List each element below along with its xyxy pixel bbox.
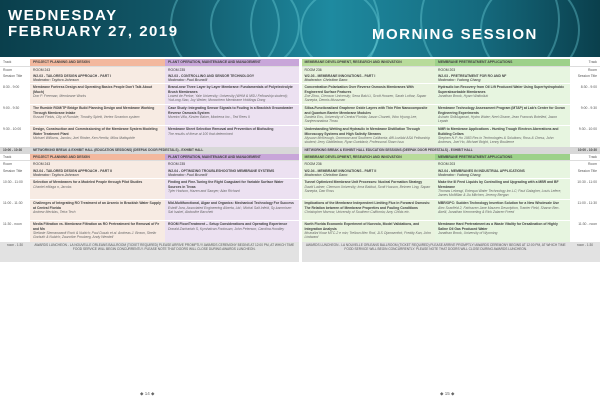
presentation-cell xyxy=(300,84,435,105)
row-label: Track xyxy=(3,60,12,64)
tracks-cell: PLANT OPERATION, MAINTENANCE AND MANAGEMENT xyxy=(165,154,300,161)
rooms-cell: ROOM 203 xyxy=(435,66,570,73)
time-slot-row xyxy=(0,179,600,200)
time-label: 9:00 - 9:30 xyxy=(3,105,20,110)
moderator: Moderator: Taylora Johnson xyxy=(33,78,79,83)
presentation-cell xyxy=(435,200,570,221)
session-title-cell xyxy=(165,73,300,84)
rooms-cell: ROOM 243 xyxy=(30,161,165,168)
session-title: W2-04 - MEMBRANES IN INDUSTRIAL APPLICATIONS xyxy=(438,168,525,173)
lunch-row xyxy=(0,242,600,262)
presentation-cell xyxy=(435,179,570,200)
time-slot-row xyxy=(0,105,600,126)
presentation-title: Concentration Polarization Over Reverse Osmosis Membranes With Engineered Surface Features xyxy=(304,85,414,94)
row-label: Track xyxy=(588,60,597,64)
presentation-authors: Zoe Zhou, Clemson University; Sena Baki Li, Scott Hoozen, Sarah Lothar, Sapan Sanepta, Dennis Mussman xyxy=(304,93,427,103)
rooms-cell: ROOM 203 xyxy=(435,161,570,168)
presentation-title: Challenges of Integrating RO Treatment of an Arsenic in Brackish Water Supply at Central Florida xyxy=(33,201,161,210)
presentation-authors: Esteifi Jora, Associated Engineering Alberta, Ltd.; Michal Salt Infeld, Sy-kammisen Sat Isabel, Abdoolhe Bacchek xyxy=(168,205,292,214)
presentation-title: Case Study: Integrating Sensor Signals to Fouling in a Brackish Groundwater Reverse Osmosis System xyxy=(168,106,293,115)
tracks-cell: MEMBRANE PRETREATMENT APPLICATIONS xyxy=(435,59,570,66)
time-label: noon - 1:30 xyxy=(570,242,600,262)
presentation-title: Membrane Sheet Selection Removal and Prevention of Biofouling xyxy=(168,127,274,132)
presentation-title: Media Filtration vs. Membrane Filtration as RO Pretreatment for Removal of Fe and Mn xyxy=(33,222,160,231)
presentation-authors: Stefanie Stemanwardt Rock & Nubich; Paul Dusak et al. Andreas J. Brown, Strelin Gorbuth & Nubich; Zauncibe Prouberg, Andy Wendell xyxy=(33,230,157,239)
presentation-title: Brand-new Three Layer by Layer Membrane: Fundamentals of Polyelectrolyte Brush Membranes xyxy=(168,85,293,94)
hdr-row xyxy=(0,59,600,66)
day-heading xyxy=(8,8,179,40)
presentation-title: Design, Construction and Commissioning of the Membrane System Modeling Water Treatment Plant xyxy=(33,127,158,136)
presentation-authors: The results of these at 100 that determined xyxy=(168,131,233,136)
presentation-cell xyxy=(300,105,435,126)
presentation-authors: Don P. Freeman, Membrane Works xyxy=(33,93,87,98)
presentation-cell xyxy=(435,126,570,147)
presentation-title: NMR to Membrane Applications - Hunting Trough Electron Aberrations and Building Cellars xyxy=(438,127,559,136)
presentation-cell xyxy=(30,179,165,200)
time-slot-row xyxy=(0,84,600,105)
presentation-authors: Moreira Villa, Kirsten Baker, Monterra Inc., Ted Rees II xyxy=(168,114,250,119)
row-label: Room xyxy=(570,161,600,168)
presentation-title: Silica-Functionalized Graphene Oxide Layers with Thin Film Nanocomposite and Quantum Barrier Membrane Modules xyxy=(304,106,428,115)
time-label: 9:30 - 10:00 xyxy=(578,126,597,131)
rooms-cell: ROOM 236 xyxy=(300,161,435,168)
presentation-authors: Alex Scarfield 2, Fairhaven Jane Mauven Description, Tranter Field, Sharon Ben-Abelli, Jonathan Kemmerling & Rick Zalaren Freed xyxy=(438,205,560,214)
presentation-authors: Michael Williams, Jacobs; Joel Rinder, Ken Herritz, Milos Mattsplofe xyxy=(33,135,135,140)
presentation-cell xyxy=(165,221,300,242)
net-text-right: NETWORKING BREAK & EXHIBIT HALL EDUCATION SESSIONS (DEEPAK DOOR PEDESTALS) - EXHIBIT HALL xyxy=(300,147,570,154)
session-title-row xyxy=(0,73,600,84)
session-title: W2-03 - CONTROLLING AND SENSOR TECHNOLOGY xyxy=(168,74,255,78)
presentation-title: MBR/OPC: Sudden Technology Insertion Solution for a New Wholesale Use xyxy=(438,201,560,206)
row-label: Session Title xyxy=(3,168,23,173)
session-title-cell xyxy=(30,73,165,84)
presentation-title: The Rumble ROM/TP Bridge Build Planning Design and Membrane Working Through Membrane Intake xyxy=(33,106,155,115)
presentation-cell xyxy=(165,126,300,147)
presentation-title: Selection of Membranes for a Modeled People through Pilot Studies xyxy=(33,180,143,185)
time-label: 8:30 - 9:00 xyxy=(580,84,597,89)
row-label: Room xyxy=(0,161,30,168)
presentation-title: Membrane Hard Pretreatment as a Waste Vitality for Desalination of Highly Saline Oil Gas Produced Water xyxy=(438,222,558,231)
presentation-title: Implications of the Membrane Independent Limiting Flux in Forward Osmosis: The Relation between of Membrane Properties and Fouling Conditions xyxy=(304,201,431,210)
session-title-cell xyxy=(300,73,435,84)
presentation-cell xyxy=(435,105,570,126)
presentation-title: Membrane Technology Assessment Program (MTAP) at Lab's Center for Ocean Engineering Experiments xyxy=(438,106,565,115)
presentation-cell xyxy=(435,221,570,242)
presentation-cell xyxy=(435,84,570,105)
room-row xyxy=(0,66,600,73)
presentation-authors: Jonathan Brook, Hyam Watkoliuk xyxy=(438,93,489,98)
room-row xyxy=(0,161,600,168)
presentation-authors: Christopher Morrow, University of Southern California; Amy Childs etc. xyxy=(304,209,410,214)
time-label: 10:00 - 10:30 xyxy=(570,147,600,154)
presentation-title: Tunnel Optimized Membrane Unit Processes: Nucleal Formation Strategy xyxy=(304,180,423,185)
session-heading: MORNING SESSION xyxy=(372,26,538,43)
presentation-cell xyxy=(165,200,300,221)
rooms-cell: ROOM 236 xyxy=(300,66,435,73)
row-label: Session Title xyxy=(3,74,23,78)
time-label: 11:30 - noon xyxy=(578,221,597,226)
net-row xyxy=(0,147,600,154)
moderator: Moderator: Paul Brunelli xyxy=(168,78,208,83)
session-title: W2-03 - TAILORED DESIGN APPROACH - PART I xyxy=(33,74,112,78)
presentation-authors: Thomas Lebesgi, Entequa Water Technology Inc.LC; Paul Galagher, Louis Lefere, James McMillan & Jiu Mitchen, Jeremy Bergan xyxy=(438,188,562,197)
presentation-cell xyxy=(165,84,300,105)
time-label: 10:30 - 11:00 xyxy=(3,179,23,184)
time-label: 10:00 - 10:30 xyxy=(0,147,30,154)
presentation-title: North Florida Economic Experiment of Nuevolo, Model Validations, and Integration Analysis xyxy=(304,222,420,231)
time-label: 11:00 - 11:30 xyxy=(577,200,597,205)
rooms-cell: ROOM 235 xyxy=(165,66,300,73)
presentation-authors: Chantel eMaga n, Jacobs xyxy=(33,184,72,189)
presentation-authors: Stephen N.P. Ho 1983 Res in Technologies & Solutions; Ross & Chess, John Andrews, Joel Ho, Michael Bright, Lenny Boulieme xyxy=(438,135,554,145)
presentation-title: ROOM Floor/Treatment -- Setup Considerations and Operating Experience xyxy=(168,222,288,227)
session-title: W2-03 - PRETREATMENT FOR RO AND NF xyxy=(438,74,507,78)
tracks-cell: PROJECT PLANNING AND DESIGN xyxy=(30,154,165,161)
presentation-authors: Russell Fields, City of Rumble; Timothy Splett, Vertex Scranton system xyxy=(33,114,140,119)
tracks-cell: PLANT OPERATION, MAINTENANCE AND MANAGEMENT xyxy=(165,59,300,66)
moderator: Moderator: Taylora Johnson xyxy=(33,173,79,178)
presentation-cell xyxy=(30,105,165,126)
schedule-table xyxy=(0,59,600,262)
session-title-cell xyxy=(300,168,435,179)
moderator: Moderator: Yudong Chang xyxy=(438,173,481,178)
session-title: W2-04 - TAILORED DESIGN APPROACH - PART II xyxy=(33,168,113,173)
presentation-authors: Daniela Eos, University of Central Florida; Jason Chunek, Woo Hyung Lee, Sanjeevanaboa Thrau xyxy=(304,114,418,124)
presentation-cell xyxy=(300,221,435,242)
row-label: Room xyxy=(570,66,600,73)
presentation-cell xyxy=(30,84,165,105)
moderator: Moderator: Paul Brunelli xyxy=(168,173,208,178)
session-title: W2-04 - MEMBRANE INNOVATIONS - PART II xyxy=(304,168,377,173)
presentation-authors: Andrew Mecklas, Tetra Tech xyxy=(33,209,76,214)
presentation-title: Make the Ill Feed Liquids by Controlling and Upgrading with a MBR and BF Membrane xyxy=(438,180,559,189)
presentation-title: Membrane Fortress Design and Operating Basics People Don't Talk About (Much) xyxy=(33,85,153,94)
presentation-cell xyxy=(165,105,300,126)
presentation-authors: Tyler Hodson, Hazen and Sawyer; Alan Richard xyxy=(168,188,240,193)
time-label: 9:00 - 9:30 xyxy=(580,105,597,110)
presentation-title: Understanding Wetting and Hydraulic in Membrane Distillation Through Microscopy Systems and High Salinity Streams xyxy=(304,127,420,136)
time-label: 9:30 - 10:00 xyxy=(3,126,22,131)
presentation-cell xyxy=(300,200,435,221)
row-label: Track xyxy=(588,154,597,159)
row-label: Track xyxy=(3,154,12,159)
row-label: Room xyxy=(0,66,30,73)
presentation-title: Hydraulic Ion Recovery from Oil Lift Produced Water Using Superhydrophobic Superabsorbable Membranes xyxy=(438,85,565,94)
session-title-row xyxy=(0,168,600,179)
presentation-authors: Lowed de Perloe, Yale University; University (WHM & MSU Fellowship student); Yud-ong Xiao, Joy Weber, Monochem Membrane Holdings Dong xyxy=(168,93,288,103)
tracks-cell: PROJECT PLANNING AND DESIGN xyxy=(30,59,165,66)
presentation-authors: David Ladner, Clemson University; Irma Babkut, Scott Husson, Beimen Ling, Sapan Sanepta, Dan Ross xyxy=(304,184,431,193)
time-label: noon - 1:30 xyxy=(0,242,30,262)
session-title-cell xyxy=(435,168,570,179)
presentation-cell xyxy=(30,126,165,147)
presentation-cell xyxy=(165,179,300,200)
time-label: 11:00 - 11:30 xyxy=(3,200,23,205)
presentation-authors: Ashwin ShiMuganari, Hydro Water; Neel Ghane, Jean Francois Botelled, Jason Lepain xyxy=(438,114,558,124)
rooms-cell: ROOM 235 xyxy=(165,161,300,168)
moderator: Moderator: Christine Gano xyxy=(304,173,348,178)
session-title: W2-04 - OPTIMIZING TROUBLESHOOTING MEMBRANE SYSTEMS xyxy=(168,168,275,173)
session-title: W2-03 - MEMBRANE INNOVATIONS - PART I xyxy=(304,74,376,78)
presentation-cell xyxy=(30,221,165,242)
date: FEBRUARY 27, 2019 xyxy=(8,23,179,40)
lunch-text-right: AWARDS LUNCHEON - LA NOUVELLE ORLEANS BALLROOM (TICKET REQUIRED) PLEASE ARRIVE PROMPTLY! AWARDS CEREMONY BEGINS AT 12:00 PM, AT WHICH TIME FOOD SERVICE WILL BEGIN CONCURRENTLY. PLEASE NOTE THAT DOORS WILL CLOSE DURING AWARDS LUNCHEON. xyxy=(300,242,570,262)
time-slot-row xyxy=(0,200,600,221)
presentation-title: Mid-Multifunctional, Algae and Organics: Mechanical Technology For Success xyxy=(168,201,294,206)
row-label: Session Title xyxy=(577,168,597,173)
left-page-number: ◆ 14 ◆ xyxy=(140,391,155,396)
session-title-cell xyxy=(30,168,165,179)
time-label: 8:30 - 9:00 xyxy=(3,84,20,89)
moderator: Moderator: Christine Gano xyxy=(304,78,348,83)
lunch-text-left: AWARDS LUNCHEON - LA NOUVELLE ORLEANS BALLROOM (TICKET REQUIRED) PLEASE ARRIVE PROMPTLY! AWARDS CEREMONY BEGINS AT 12:00 PM, AT WHICH TIME FOOD SERVICE WILL BEGIN CONCURRENTLY. PLEASE NOTE THAT DOORS WILL CLOSE DURING AWARDS LUNCHEON. xyxy=(30,242,300,262)
time-label: 11:30 - noon xyxy=(3,221,22,226)
presentation-authors: Jonathan Brook, University of Wyoming xyxy=(438,230,498,235)
tracks-cell: MEMBRANE DEVELOPMENT, RESEARCH AND INNOVATION xyxy=(300,59,435,66)
tracks-cell: MEMBRANE PRETREATMENT APPLICATIONS xyxy=(435,154,570,161)
tracks-cell: MEMBRANE DEVELOPMENT, RESEARCH AND INNOVATION xyxy=(300,154,435,161)
row-label: Session Title xyxy=(577,74,597,78)
right-page-number: ◆ 15 ◆ xyxy=(440,391,455,396)
presentation-cell xyxy=(300,126,435,147)
presentation-authors: Donald Zachariah S, Kymhalcan Foolosum, John Peterson, Carolina Hoodley xyxy=(168,226,285,231)
rooms-cell: ROOM 243 xyxy=(30,66,165,73)
session-title-cell xyxy=(165,168,300,179)
session-title-cell xyxy=(435,73,570,84)
time-slot-row xyxy=(0,126,600,147)
presentation-cell xyxy=(300,179,435,200)
net-text-left: NETWORKING BREAK & EXHIBIT HALL (EDUCATION SESSIONS) (DEEPAK DOOR PEDESTALS) - EXHIBIT HALL xyxy=(30,147,300,154)
presentation-authors: Mrunalini Kwar MTC-2 e min; Trelbon Mec Rod, JLS Ojamsenfort, Freddy Kan, John Lindward xyxy=(304,230,431,239)
moderator: Moderator: Yudong Chang xyxy=(438,78,481,83)
presentation-authors: Alysuon McKeough, Oonmoon and Southern California; Affi Lozibbi ASA Fellowship student; Jerry Giddilebow, Ryan Gueidaxir, Professoral Sham Issa xyxy=(304,135,430,145)
page-header-banner xyxy=(0,0,600,57)
presentation-title: Finding and Fine-Tuning the Right Coagulant for Variable Surface Water Sources in Texas xyxy=(168,180,284,189)
weekday: WEDNESDAY xyxy=(8,7,118,24)
presentation-cell xyxy=(30,200,165,221)
hdr-row xyxy=(0,154,600,161)
time-slot-row xyxy=(0,221,600,242)
time-label: 10:30 - 11:00 xyxy=(577,179,597,184)
